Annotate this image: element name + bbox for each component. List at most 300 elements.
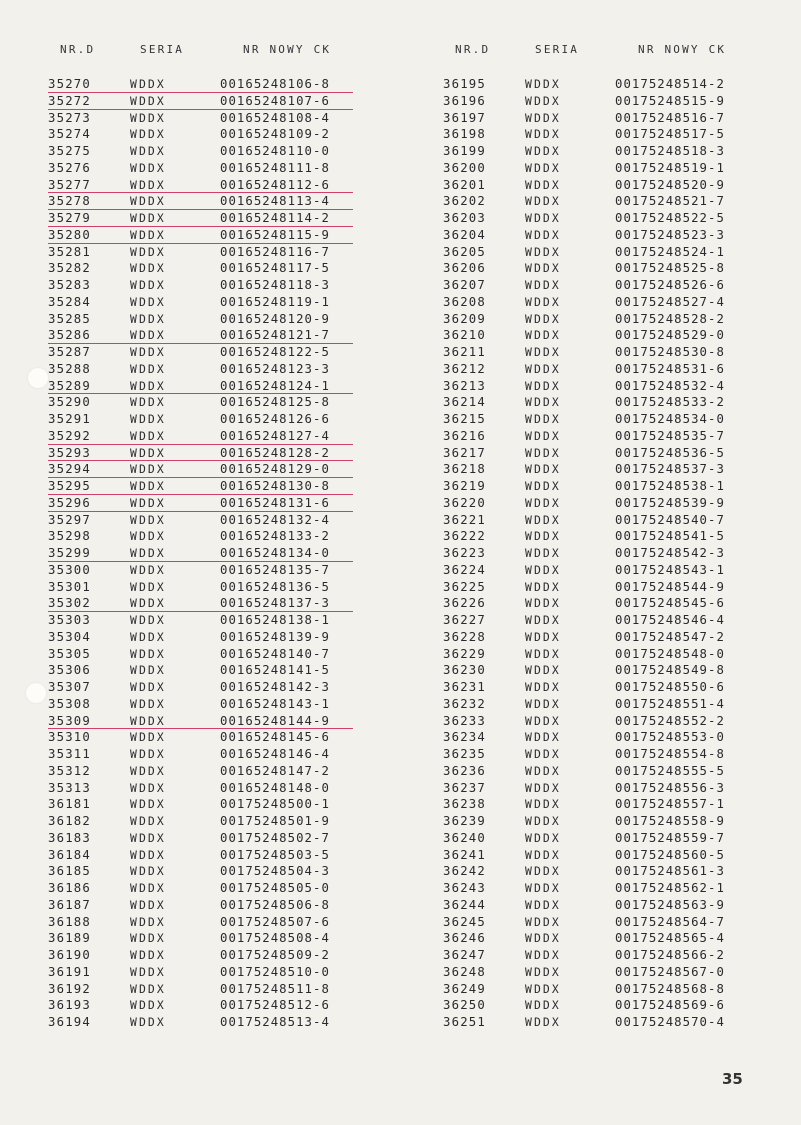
seria-cell: WDDX	[130, 579, 166, 594]
ck-cell: 00175248540-7	[615, 512, 725, 527]
table-row	[443, 763, 801, 780]
table-row	[48, 796, 408, 813]
seria-cell: WDDX	[130, 931, 166, 946]
nr-cell: 36244	[443, 897, 487, 912]
nr-cell: 35292	[48, 428, 92, 443]
ck-cell: 00175248530-8	[615, 345, 725, 359]
table-row	[443, 796, 801, 813]
seria-cell: WDDX	[130, 663, 166, 678]
table-row	[48, 227, 408, 244]
ck-cell: 00175248559-7	[615, 830, 725, 845]
seria-cell: WDDX	[525, 227, 561, 242]
ck-cell: 00165248116-7	[220, 244, 330, 259]
table-row	[443, 629, 801, 646]
seria-cell: WDDX	[525, 797, 561, 812]
seria-cell: WDDX	[525, 211, 561, 225]
seria-cell: WDDX	[525, 412, 561, 426]
seria-cell: WDDX	[525, 261, 561, 276]
table-row	[48, 662, 408, 679]
ck-cell: 00175248543-1	[615, 562, 725, 577]
nr-cell: 36184	[48, 847, 92, 862]
seria-cell: WDDX	[525, 77, 561, 91]
ck-cell: 00175248538-1	[615, 479, 725, 493]
table-row	[48, 612, 408, 629]
table-row	[48, 93, 408, 110]
ck-cell: 00175248560-5	[615, 847, 725, 862]
nr-cell: 36225	[443, 579, 487, 594]
seria-cell: WDDX	[130, 445, 166, 460]
seria-cell: WDDX	[525, 981, 561, 996]
ck-cell: 00175248526-6	[615, 278, 725, 292]
ck-cell: 00175248507-6	[220, 914, 330, 929]
nr-cell: 36232	[443, 696, 487, 711]
nr-cell: 35289	[48, 378, 92, 393]
seria-cell: WDDX	[130, 881, 166, 895]
table-row	[48, 528, 408, 545]
header-nr-nowy-ck: NR NOWY CK	[638, 43, 727, 56]
table-row	[443, 1014, 801, 1031]
seria-cell: WDDX	[525, 881, 561, 895]
nr-cell: 36185	[48, 864, 92, 879]
ck-cell: 00175248501-9	[220, 814, 330, 828]
ck-cell: 00175248535-7	[615, 428, 725, 443]
table-row	[443, 595, 801, 612]
seria-cell: WDDX	[525, 294, 561, 309]
nr-cell: 35290	[48, 395, 92, 410]
table-row	[443, 646, 801, 663]
table-row	[48, 76, 408, 93]
nr-cell: 35304	[48, 629, 92, 644]
ck-cell: 00175248570-4	[615, 1015, 725, 1029]
ck-cell: 00175248569-6	[615, 998, 725, 1013]
ck-cell: 00175248503-5	[220, 847, 330, 862]
page-number: 35	[722, 1070, 743, 1088]
table-row	[443, 411, 801, 428]
nr-cell: 36238	[443, 797, 487, 812]
ck-cell: 00165248132-4	[220, 512, 330, 527]
nr-cell: 35307	[48, 680, 92, 694]
nr-cell: 35270	[48, 77, 92, 91]
table-row	[443, 579, 801, 596]
seria-cell: WDDX	[130, 897, 166, 912]
nr-cell: 36217	[443, 445, 487, 460]
seria-cell: WDDX	[525, 311, 561, 326]
ck-cell: 00165248137-3	[220, 596, 330, 611]
nr-cell: 36183	[48, 830, 92, 845]
table-row	[48, 897, 408, 914]
ck-cell: 00165248144-9	[220, 713, 330, 728]
seria-cell: WDDX	[525, 378, 561, 393]
ck-cell: 00165248140-7	[220, 646, 330, 661]
nr-cell: 35274	[48, 127, 92, 142]
seria-cell: WDDX	[525, 328, 561, 343]
ck-cell: 00175248534-0	[615, 412, 725, 426]
seria-cell: WDDX	[525, 562, 561, 577]
seria-cell: WDDX	[130, 395, 166, 410]
table-row	[443, 562, 801, 579]
ck-cell: 00165248106-8	[220, 77, 330, 91]
seria-cell: WDDX	[525, 160, 561, 175]
table-row	[443, 110, 801, 127]
table-row	[48, 411, 408, 428]
seria-cell: WDDX	[130, 361, 166, 376]
nr-cell: 35296	[48, 495, 92, 510]
seria-cell: WDDX	[130, 763, 166, 778]
table-row	[48, 947, 408, 964]
nr-cell: 36215	[443, 412, 487, 426]
ck-cell: 00165248133-2	[220, 529, 330, 544]
ck-cell: 00175248529-0	[615, 328, 725, 343]
nr-cell: 36240	[443, 830, 487, 845]
nr-cell: 36219	[443, 479, 487, 493]
seria-cell: WDDX	[130, 278, 166, 292]
seria-cell: WDDX	[525, 495, 561, 510]
seria-cell: WDDX	[130, 948, 166, 962]
seria-cell: WDDX	[525, 596, 561, 611]
nr-cell: 36221	[443, 512, 487, 527]
table-row	[48, 830, 408, 847]
nr-cell: 35295	[48, 479, 92, 493]
seria-cell: WDDX	[130, 328, 166, 343]
table-row	[48, 311, 408, 328]
nr-cell: 36223	[443, 546, 487, 560]
nr-cell: 35305	[48, 646, 92, 661]
table-row	[48, 629, 408, 646]
ck-cell: 00175248561-3	[615, 864, 725, 879]
table-row	[443, 177, 801, 194]
seria-cell: WDDX	[130, 747, 166, 761]
ck-cell: 00175248514-2	[615, 77, 725, 91]
seria-cell: WDDX	[130, 144, 166, 158]
nr-cell: 35280	[48, 227, 92, 242]
seria-cell: WDDX	[525, 361, 561, 376]
ck-cell: 00165248141-5	[220, 663, 330, 678]
nr-cell: 35277	[48, 177, 92, 192]
nr-cell: 36214	[443, 395, 487, 410]
nr-cell: 36208	[443, 294, 487, 309]
nr-cell: 36182	[48, 814, 92, 828]
table-row	[48, 579, 408, 596]
nr-cell: 35278	[48, 194, 92, 209]
table-row	[48, 729, 408, 746]
nr-cell: 36248	[443, 964, 487, 979]
ck-cell: 00165248143-1	[220, 696, 330, 711]
seria-cell: WDDX	[130, 412, 166, 426]
table-row	[48, 244, 408, 261]
ck-cell: 00165248129-0	[220, 462, 330, 477]
header-nr-d: NR.D	[455, 43, 491, 56]
ck-cell: 00165248113-4	[220, 194, 330, 209]
nr-cell: 36181	[48, 797, 92, 812]
ck-cell: 00175248511-8	[220, 981, 330, 996]
table-row	[48, 445, 408, 462]
table-row	[443, 93, 801, 110]
ck-cell: 00175248521-7	[615, 194, 725, 209]
punch-hole	[28, 368, 48, 388]
ck-cell: 00175248506-8	[220, 897, 330, 912]
ck-cell: 00175248520-9	[615, 177, 725, 192]
ck-cell: 00165248123-3	[220, 361, 330, 376]
ck-cell: 00165248107-6	[220, 93, 330, 108]
ck-cell: 00175248504-3	[220, 864, 330, 879]
table-row	[443, 344, 801, 361]
nr-cell: 36241	[443, 847, 487, 862]
seria-cell: WDDX	[130, 294, 166, 309]
left-rows	[48, 76, 408, 1031]
header-seria: SERIA	[535, 43, 580, 56]
table-row	[48, 813, 408, 830]
nr-cell: 36235	[443, 747, 487, 761]
seria-cell: WDDX	[130, 479, 166, 493]
ck-cell: 00175248553-0	[615, 730, 725, 745]
nr-cell: 36239	[443, 814, 487, 828]
nr-cell: 36200	[443, 160, 487, 175]
seria-cell: WDDX	[130, 713, 166, 728]
ck-cell: 00165248142-3	[220, 680, 330, 694]
ck-cell: 00175248549-8	[615, 663, 725, 678]
table-row	[443, 679, 801, 696]
seria-cell: WDDX	[130, 194, 166, 209]
nr-cell: 36251	[443, 1015, 487, 1029]
seria-cell: WDDX	[525, 546, 561, 560]
ck-cell: 00165248108-4	[220, 110, 330, 125]
table-row	[48, 595, 408, 612]
nr-cell: 36197	[443, 110, 487, 125]
nr-cell: 36237	[443, 780, 487, 795]
seria-cell: WDDX	[525, 646, 561, 661]
nr-cell: 35303	[48, 613, 92, 627]
ck-cell: 00175248517-5	[615, 127, 725, 142]
ck-cell: 00175248524-1	[615, 244, 725, 259]
ck-cell: 00175248502-7	[220, 830, 330, 845]
nr-cell: 35275	[48, 144, 92, 158]
table-row	[48, 277, 408, 294]
nr-cell: 36212	[443, 361, 487, 376]
ck-cell: 00165248126-6	[220, 412, 330, 426]
seria-cell: WDDX	[525, 278, 561, 292]
nr-cell: 36206	[443, 261, 487, 276]
seria-cell: WDDX	[130, 596, 166, 611]
nr-cell: 36187	[48, 897, 92, 912]
nr-cell: 35301	[48, 579, 92, 594]
table-row	[48, 260, 408, 277]
ck-cell: 00175248515-9	[615, 93, 725, 108]
ck-cell: 00165248131-6	[220, 495, 330, 510]
seria-cell: WDDX	[525, 998, 561, 1013]
nr-cell: 36194	[48, 1015, 92, 1029]
seria-cell: WDDX	[525, 964, 561, 979]
ck-cell: 00175248563-9	[615, 897, 725, 912]
seria-cell: WDDX	[525, 144, 561, 158]
table-row	[48, 713, 408, 730]
seria-cell: WDDX	[525, 579, 561, 594]
seria-cell: WDDX	[525, 663, 561, 678]
nr-cell: 35309	[48, 713, 92, 728]
header-nr-nowy-ck: NR NOWY CK	[243, 43, 332, 56]
nr-cell: 35284	[48, 294, 92, 309]
seria-cell: WDDX	[130, 998, 166, 1013]
seria-cell: WDDX	[525, 512, 561, 527]
nr-cell: 35297	[48, 512, 92, 527]
nr-cell: 36213	[443, 378, 487, 393]
seria-cell: WDDX	[130, 127, 166, 142]
table-row	[443, 126, 801, 143]
ck-cell: 00165248118-3	[220, 278, 330, 292]
seria-cell: WDDX	[525, 763, 561, 778]
seria-cell: WDDX	[130, 211, 166, 225]
ck-cell: 00165248110-0	[220, 144, 330, 158]
nr-cell: 35306	[48, 663, 92, 678]
nr-cell: 35286	[48, 328, 92, 343]
nr-cell: 36224	[443, 562, 487, 577]
ck-cell: 00165248134-0	[220, 546, 330, 560]
table-row	[48, 143, 408, 160]
ck-cell: 00175248513-4	[220, 1015, 330, 1029]
seria-cell: WDDX	[525, 127, 561, 142]
ck-cell: 00165248145-6	[220, 730, 330, 745]
seria-cell: WDDX	[130, 646, 166, 661]
seria-cell: WDDX	[525, 864, 561, 879]
ck-cell: 00175248545-6	[615, 596, 725, 611]
table-row	[48, 110, 408, 127]
seria-cell: WDDX	[525, 93, 561, 108]
table-row	[443, 495, 801, 512]
ck-cell: 00165248127-4	[220, 428, 330, 443]
seria-cell: WDDX	[130, 160, 166, 175]
ck-cell: 00175248547-2	[615, 629, 725, 644]
nr-cell: 35287	[48, 345, 92, 359]
ck-cell: 00165248138-1	[220, 613, 330, 627]
nr-cell: 35298	[48, 529, 92, 544]
seria-cell: WDDX	[525, 244, 561, 259]
seria-cell: WDDX	[525, 696, 561, 711]
table-row	[443, 997, 801, 1014]
table-row	[443, 428, 801, 445]
seria-cell: WDDX	[130, 227, 166, 242]
table-row	[48, 177, 408, 194]
table-row	[48, 780, 408, 797]
nr-cell: 36199	[443, 144, 487, 158]
ck-cell: 00175248500-1	[220, 797, 330, 812]
table-row	[443, 193, 801, 210]
nr-cell: 36243	[443, 881, 487, 895]
table-row	[443, 964, 801, 981]
nr-cell: 35281	[48, 244, 92, 259]
ck-cell: 00175248531-6	[615, 361, 725, 376]
table-row	[48, 378, 408, 395]
seria-cell: WDDX	[130, 77, 166, 91]
table-row	[48, 930, 408, 947]
table-row	[48, 1014, 408, 1031]
table-row	[48, 746, 408, 763]
seria-cell: WDDX	[525, 613, 561, 627]
nr-cell: 36233	[443, 713, 487, 728]
table-row	[443, 244, 801, 261]
ck-cell: 00175248516-7	[615, 110, 725, 125]
table-row	[443, 981, 801, 998]
nr-cell: 36247	[443, 948, 487, 962]
table-row	[443, 947, 801, 964]
nr-cell: 35312	[48, 763, 92, 778]
table-row	[48, 763, 408, 780]
table-row	[48, 394, 408, 411]
seria-cell: WDDX	[130, 261, 166, 276]
table-row	[443, 863, 801, 880]
seria-cell: WDDX	[525, 110, 561, 125]
ck-cell: 00165248147-2	[220, 763, 330, 778]
table-row	[443, 729, 801, 746]
seria-cell: WDDX	[525, 462, 561, 477]
nr-cell: 35300	[48, 562, 92, 577]
nr-cell: 36186	[48, 881, 92, 895]
seria-cell: WDDX	[525, 847, 561, 862]
seria-cell: WDDX	[130, 93, 166, 108]
ck-cell: 00175248523-3	[615, 227, 725, 242]
seria-cell: WDDX	[525, 445, 561, 460]
table-row	[443, 696, 801, 713]
nr-cell: 35282	[48, 261, 92, 276]
table-row	[48, 646, 408, 663]
nr-cell: 36226	[443, 596, 487, 611]
nr-cell: 36245	[443, 914, 487, 929]
seria-cell: WDDX	[130, 512, 166, 527]
ck-cell: 00165248146-4	[220, 747, 330, 761]
table-row	[443, 713, 801, 730]
seria-cell: WDDX	[130, 378, 166, 393]
table-row	[48, 847, 408, 864]
ck-cell: 00175248536-5	[615, 445, 725, 460]
seria-cell: WDDX	[130, 830, 166, 845]
ck-cell: 00165248117-5	[220, 261, 330, 276]
nr-cell: 36228	[443, 629, 487, 644]
table-row	[443, 780, 801, 797]
seria-cell: WDDX	[525, 730, 561, 745]
table-row	[443, 445, 801, 462]
nr-cell: 36207	[443, 278, 487, 292]
table-row	[443, 143, 801, 160]
ck-cell: 00175248554-8	[615, 747, 725, 761]
nr-cell: 36191	[48, 964, 92, 979]
ck-cell: 00175248546-4	[615, 613, 725, 627]
table-row	[48, 863, 408, 880]
table-row	[48, 679, 408, 696]
table-row	[443, 227, 801, 244]
header-seria: SERIA	[140, 43, 185, 56]
seria-cell: WDDX	[525, 747, 561, 761]
nr-cell: 35311	[48, 747, 92, 761]
ck-cell: 00175248562-1	[615, 881, 725, 895]
table-row	[443, 746, 801, 763]
table-row	[48, 160, 408, 177]
ck-cell: 00165248130-8	[220, 479, 330, 493]
ck-cell: 00175248566-2	[615, 948, 725, 962]
table-row	[48, 461, 408, 478]
seria-cell: WDDX	[130, 1015, 166, 1029]
seria-cell: WDDX	[130, 177, 166, 192]
ck-cell: 00175248522-5	[615, 211, 725, 225]
table-row	[48, 327, 408, 344]
seria-cell: WDDX	[130, 546, 166, 560]
seria-cell: WDDX	[130, 981, 166, 996]
ck-cell: 00165248120-9	[220, 311, 330, 326]
ck-cell: 00165248125-8	[220, 395, 330, 410]
table-row	[48, 361, 408, 378]
ck-cell: 00175248505-0	[220, 881, 330, 895]
seria-cell: WDDX	[525, 479, 561, 493]
seria-cell: WDDX	[130, 680, 166, 694]
seria-cell: WDDX	[525, 931, 561, 946]
table-row	[443, 327, 801, 344]
